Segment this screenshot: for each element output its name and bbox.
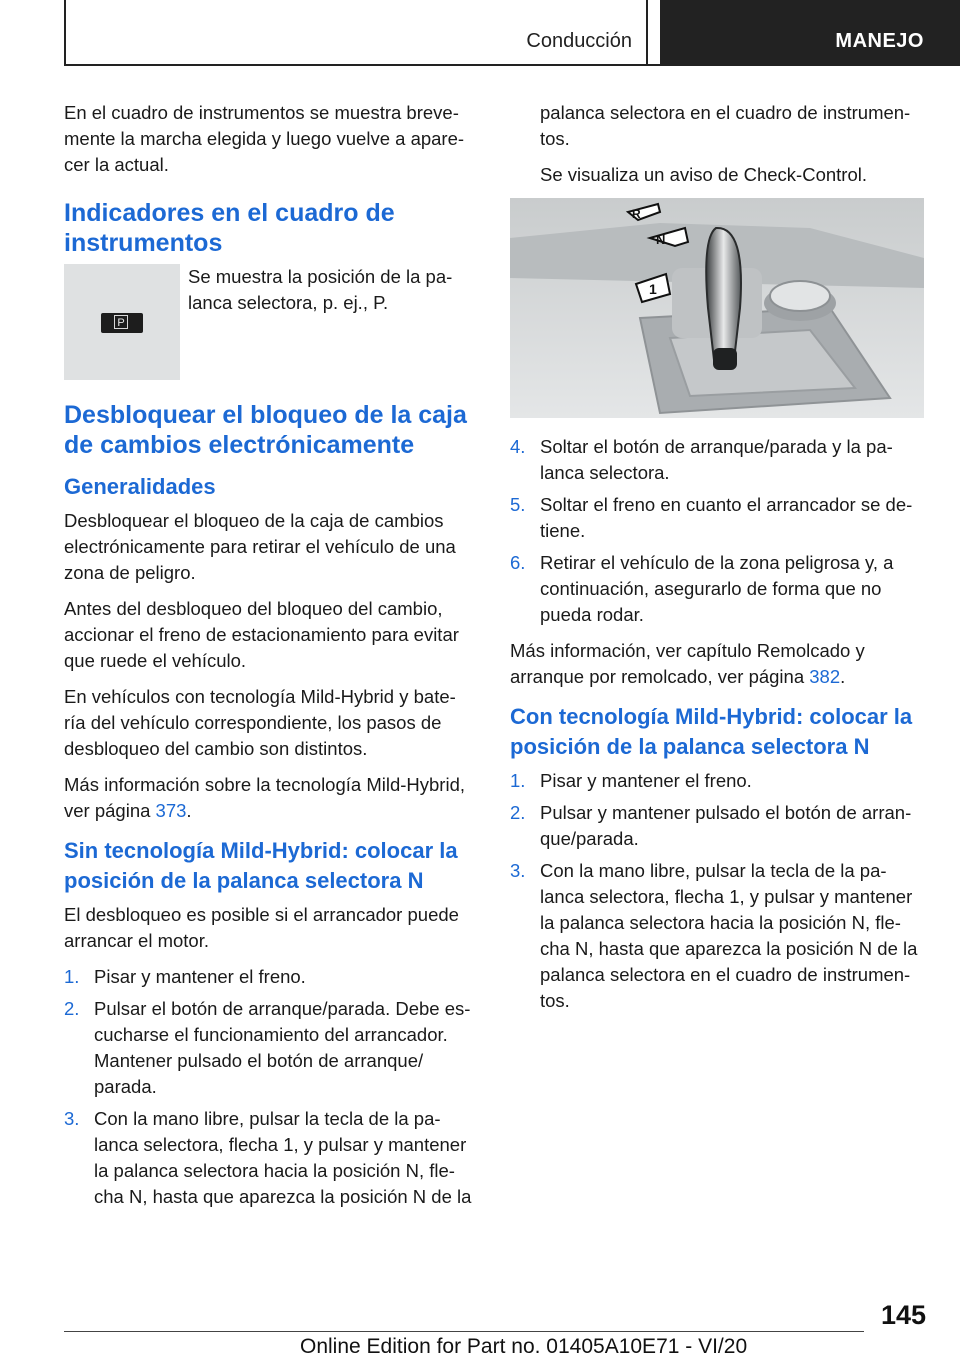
heading-unlock: Desbloquear el bloqueo de la caja de cambios electrónicamente — [64, 401, 467, 459]
page-link-382[interactable]: 382 — [809, 666, 841, 687]
more-info-text: Más información, ver capítulo Remolcado y arranque por remolcado, ver página — [510, 640, 865, 687]
step-text: Soltar el freno en cuanto el arrancador se de- tiene. — [540, 494, 913, 541]
step-text: Retirar el vehículo de la zona peligrosa y, a continuación, asegurarlo de forma que no pueda rodar. — [540, 552, 894, 625]
gear-indicator-display — [101, 313, 143, 333]
left-column — [64, 100, 476, 1220]
paragraph-without-1: El desbloqueo es posible si el arrancador puede arrancar el motor. — [64, 904, 459, 951]
header-chapter-tab — [660, 0, 960, 64]
gear-selector-illustration — [510, 198, 924, 418]
step-text: Pisar y mantener el freno. — [540, 770, 752, 791]
heading-without-mild-hybrid: Sin tecnología Mild-Hybrid: colocar la posición de la palanca selectora N — [64, 838, 458, 893]
paragraph-general-1: Desbloquear el bloqueo de la caja de cambios electrónicamente para retirar el vehículo de una zona de peligro. — [64, 510, 456, 583]
header-section-tab — [64, 0, 648, 64]
steps-list-right-b — [510, 768, 924, 1014]
step-text: Pisar y mantener el freno. — [94, 966, 306, 987]
step-3-continuation: palanca selectora en el cuadro de instrumen- tos. — [540, 102, 911, 149]
step-number: 1. — [64, 966, 80, 987]
steps-list-left — [64, 964, 476, 1210]
list-item — [510, 768, 924, 794]
list-item — [510, 858, 924, 1014]
footer-rule — [64, 1331, 864, 1332]
header-section-title: Conducción — [526, 30, 632, 52]
step-number: 5. — [510, 494, 526, 515]
more-info-paragraph — [510, 638, 924, 690]
list-item — [510, 800, 924, 852]
header-chapter-title: MANEJO — [835, 30, 924, 52]
step-text: Con la mano libre, pulsar la tecla de la pa- lanca selectora, flecha 1, y pulsar y mantener la palanca selectora hacia la posición N, fle- cha N, hasta que aparezca la posición N de la — [94, 1108, 472, 1207]
list-item — [64, 964, 476, 990]
intro-paragraph: En el cuadro de instrumentos se muestra breve- mente la marcha elegida y luego vuelve a apare- cer la actual. — [64, 102, 465, 175]
photo-label-r: R — [632, 207, 641, 221]
step-number: 2. — [510, 802, 526, 823]
step-number: 4. — [510, 436, 526, 457]
photo-label-1: 1 — [649, 281, 657, 297]
steps-list-right-a — [510, 434, 924, 628]
step-number: 3. — [64, 1108, 80, 1129]
heading-with-mild-hybrid: Con tecnología Mild-Hybrid: colocar la posición de la palanca selectora N — [510, 704, 913, 759]
gear-selector-photo — [510, 198, 924, 418]
step-text: Pulsar el botón de arranque/parada. Debe es- cucharse el funcionamiento del arrancador. Mantener pulsado el botón de arranque/ parada. — [94, 998, 471, 1097]
mild-hybrid-ref-text: Más información sobre la tecnología Mild-Hybrid, ver página — [64, 774, 466, 821]
indicator-description: Se muestra la posición de la pa- lanca selectora, p. ej., P. — [188, 266, 453, 313]
right-column — [510, 100, 924, 1024]
step-text: Con la mano libre, pulsar la tecla de la pa- lanca selectora, flecha 1, y pulsar y mantener la palanca selectora hacia la posición N, fle- cha N, hasta que aparezca la posición N de la palanca selectora en el cuadro de instrumen- tos. — [540, 860, 918, 1011]
check-control-note: Se visualiza un aviso de Check-Control. — [540, 164, 867, 185]
page-number: 145 — [880, 1300, 926, 1330]
list-item — [64, 1106, 476, 1210]
ref-end: . — [840, 666, 846, 687]
header-rule — [64, 64, 960, 66]
paragraph-general-2: Antes del desbloqueo del bloqueo del cambio, accionar el freno de estacionamiento para evitar que ruede el vehículo. — [64, 598, 459, 671]
paragraph-general-4 — [64, 772, 476, 824]
step-text: Soltar el botón de arranque/parada y la pa- lanca selectora. — [540, 436, 893, 483]
photo-label-n: N — [656, 232, 666, 247]
list-item — [510, 550, 924, 628]
step-number: 3. — [510, 860, 526, 881]
list-item — [510, 434, 924, 486]
list-item — [510, 492, 924, 544]
paragraph-general-3: En vehículos con tecnología Mild-Hybrid y bate- ría del vehículo correspondiente, los pasos de desbloqueo del cambio son distintos. — [64, 686, 456, 759]
gear-indicator-image — [64, 264, 180, 380]
page-link-373[interactable]: 373 — [155, 800, 187, 821]
gear-indicator-letter: P — [114, 315, 128, 329]
indicator-block — [64, 264, 476, 380]
ref-end: . — [186, 800, 192, 821]
step-number: 2. — [64, 998, 80, 1019]
list-item — [64, 996, 476, 1100]
heading-indicators: Indicadores en el cuadro de instrumentos — [64, 199, 395, 257]
step-number: 6. — [510, 552, 526, 573]
step-number: 1. — [510, 770, 526, 791]
footer-edition: Online Edition for Part no. 01405A10E71 - VI/20 — [300, 1335, 748, 1358]
step-text: Pulsar y mantener pulsado el botón de arran- que/parada. — [540, 802, 912, 849]
heading-general: Generalidades — [64, 474, 216, 499]
